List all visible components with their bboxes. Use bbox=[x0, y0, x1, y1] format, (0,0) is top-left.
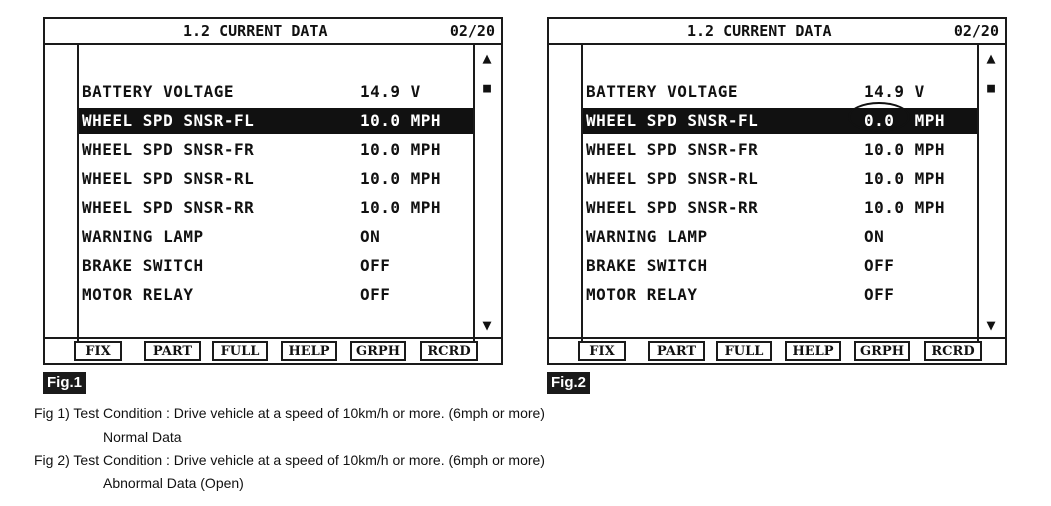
row-value: OFF bbox=[360, 256, 391, 275]
row-value: OFF bbox=[864, 285, 895, 304]
row-value: 0.0 MPH bbox=[864, 111, 946, 130]
page-indicator: 02/20 bbox=[953, 22, 999, 40]
row-label: WARNING LAMP bbox=[82, 227, 204, 246]
scan-tool-screen-fig2 bbox=[547, 17, 1007, 365]
rcrd-button[interactable]: RCRD bbox=[924, 341, 982, 361]
page-indicator: 02/20 bbox=[449, 22, 495, 40]
screen-title: 1.2 CURRENT DATA bbox=[183, 22, 328, 40]
row-value: 10.0 MPH bbox=[360, 140, 442, 159]
data-row[interactable] bbox=[79, 79, 473, 105]
data-list[interactable] bbox=[77, 45, 475, 341]
help-button[interactable]: HELP bbox=[785, 341, 841, 361]
row-label: WARNING LAMP bbox=[586, 227, 708, 246]
fig2-label: Fig.2 bbox=[547, 372, 590, 394]
data-list[interactable] bbox=[581, 45, 979, 341]
row-label: WHEEL SPD SNSR-FR bbox=[82, 140, 255, 159]
row-value: 10.0 MPH bbox=[864, 169, 946, 188]
row-label: WHEEL SPD SNSR-RL bbox=[82, 169, 255, 188]
grph-button[interactable]: GRPH bbox=[854, 341, 910, 361]
caption-fig2-condition: Fig 2) Test Condition : Drive vehicle at a speed of 10km/h or more. (6mph or more) bbox=[34, 452, 545, 468]
data-row[interactable] bbox=[583, 137, 977, 163]
title-bar bbox=[45, 19, 501, 45]
caption-fig1-result: Normal Data bbox=[103, 429, 182, 445]
data-row[interactable] bbox=[79, 224, 473, 250]
row-label: WHEEL SPD SNSR-FR bbox=[586, 140, 759, 159]
row-label: BRAKE SWITCH bbox=[82, 256, 204, 275]
highlight-circle bbox=[848, 102, 910, 132]
fig1-label: Fig.1 bbox=[43, 372, 86, 394]
data-row[interactable] bbox=[79, 137, 473, 163]
data-row[interactable] bbox=[583, 79, 977, 105]
caption-fig1-condition: Fig 1) Test Condition : Drive vehicle at a speed of 10km/h or more. (6mph or more) bbox=[34, 405, 545, 421]
scroll-down-arrow-icon[interactable]: ▼ bbox=[482, 316, 492, 334]
function-key-bar bbox=[45, 337, 501, 363]
scroll-thumb-icon[interactable]: ■ bbox=[987, 81, 995, 96]
row-label: BATTERY VOLTAGE bbox=[586, 82, 738, 101]
part-button[interactable]: PART bbox=[648, 341, 705, 361]
scroll-down-arrow-icon[interactable]: ▼ bbox=[986, 316, 996, 334]
data-row-selected[interactable] bbox=[583, 108, 977, 134]
scroll-up-arrow-icon[interactable]: ▲ bbox=[482, 49, 492, 67]
screen-title: 1.2 CURRENT DATA bbox=[687, 22, 832, 40]
row-value: 10.0 MPH bbox=[864, 140, 946, 159]
data-row[interactable] bbox=[583, 224, 977, 250]
data-row[interactable] bbox=[79, 253, 473, 279]
scan-tool-screen-fig1 bbox=[43, 17, 503, 365]
function-key-bar bbox=[549, 337, 1005, 363]
row-label: BRAKE SWITCH bbox=[586, 256, 708, 275]
help-button[interactable]: HELP bbox=[281, 341, 337, 361]
row-label: WHEEL SPD SNSR-RL bbox=[586, 169, 759, 188]
fix-button[interactable]: FIX bbox=[74, 341, 122, 361]
part-button[interactable]: PART bbox=[144, 341, 201, 361]
scroll-thumb-icon[interactable]: ■ bbox=[483, 81, 491, 96]
row-label: MOTOR RELAY bbox=[586, 285, 698, 304]
data-row[interactable] bbox=[79, 195, 473, 221]
full-button[interactable]: FULL bbox=[212, 341, 268, 361]
row-value: 14.9 V bbox=[864, 82, 925, 101]
row-value: ON bbox=[360, 227, 381, 246]
row-value: OFF bbox=[360, 285, 391, 304]
row-value: 10.0 MPH bbox=[360, 169, 442, 188]
row-label: WHEEL SPD SNSR-FL bbox=[82, 111, 255, 130]
row-value: ON bbox=[864, 227, 885, 246]
row-label: WHEEL SPD SNSR-RR bbox=[82, 198, 255, 217]
scroll-up-arrow-icon[interactable]: ▲ bbox=[986, 49, 996, 67]
row-value: 10.0 MPH bbox=[360, 198, 442, 217]
row-value: OFF bbox=[864, 256, 895, 275]
row-value: 10.0 MPH bbox=[864, 198, 946, 217]
data-row[interactable] bbox=[583, 195, 977, 221]
data-row-selected[interactable] bbox=[79, 108, 473, 134]
rcrd-button[interactable]: RCRD bbox=[420, 341, 478, 361]
row-label: WHEEL SPD SNSR-RR bbox=[586, 198, 759, 217]
title-bar bbox=[549, 19, 1005, 45]
row-label: WHEEL SPD SNSR-FL bbox=[586, 111, 759, 130]
data-row[interactable] bbox=[583, 166, 977, 192]
data-row[interactable] bbox=[79, 282, 473, 308]
row-label: BATTERY VOLTAGE bbox=[82, 82, 234, 101]
full-button[interactable]: FULL bbox=[716, 341, 772, 361]
row-label: MOTOR RELAY bbox=[82, 285, 194, 304]
row-value: 14.9 V bbox=[360, 82, 421, 101]
row-value: 10.0 MPH bbox=[360, 111, 442, 130]
caption-fig2-result: Abnormal Data (Open) bbox=[103, 475, 244, 491]
grph-button[interactable]: GRPH bbox=[350, 341, 406, 361]
fix-button[interactable]: FIX bbox=[578, 341, 626, 361]
data-row[interactable] bbox=[583, 253, 977, 279]
data-row[interactable] bbox=[79, 166, 473, 192]
data-row[interactable] bbox=[583, 282, 977, 308]
